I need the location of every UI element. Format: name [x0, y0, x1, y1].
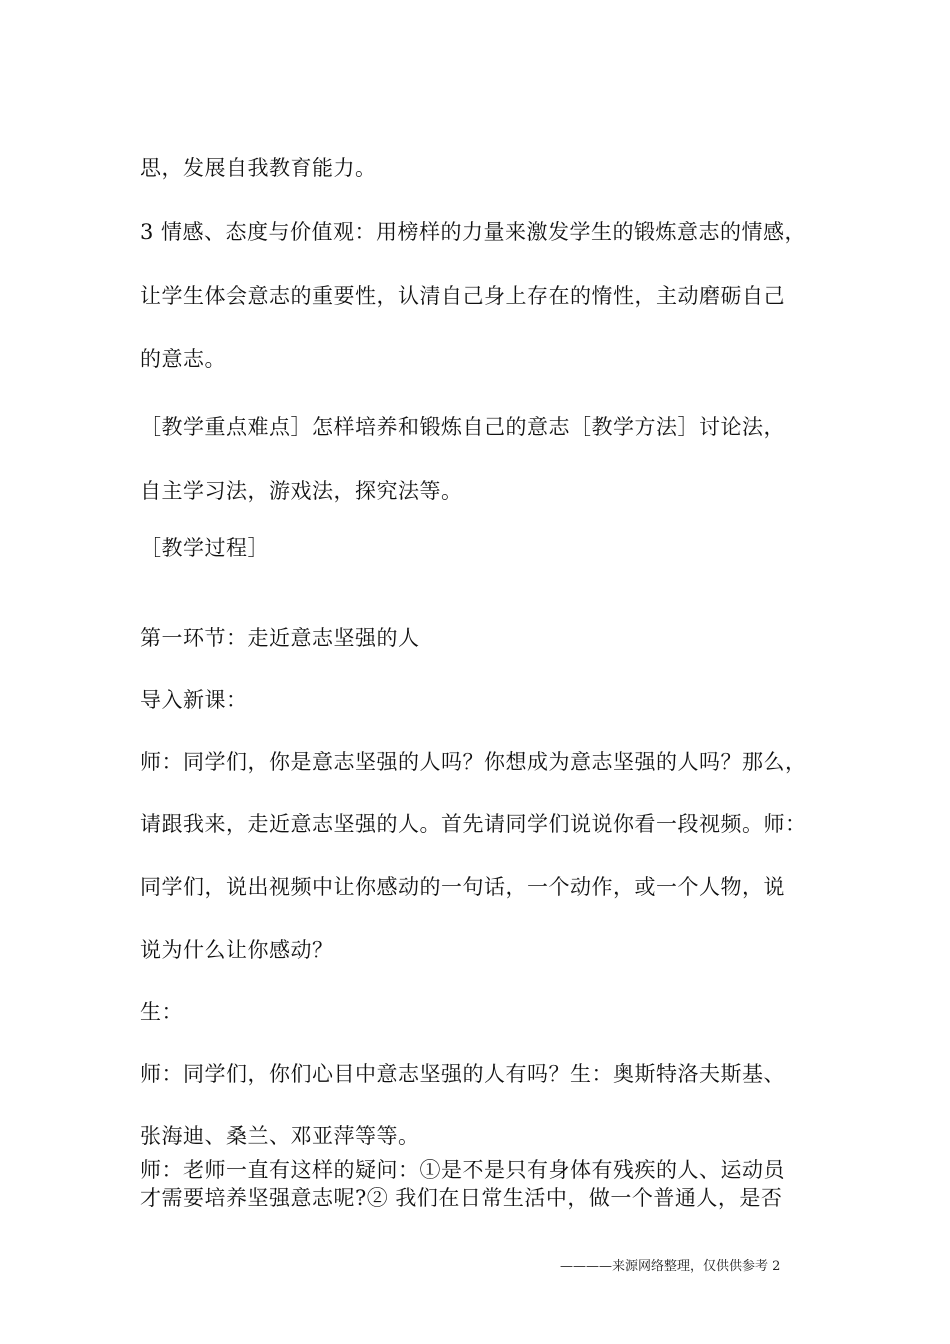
- text-line: 张海迪、桑兰、邓亚萍等等。: [140, 1124, 420, 1148]
- page-footer: ————来源网络整理，仅供供参考 2: [560, 1259, 781, 1274]
- text-line: 的意志。: [140, 347, 226, 371]
- text-line: 师：老师一直有这样的疑问：①是不是只有身体有残疾的人、运动员: [140, 1158, 785, 1182]
- text-line: 同学们，说出视频中让你感动的一句话，一个动作，或一个人物，说: [140, 875, 785, 899]
- section-heading: 第一环节：走近意志坚强的人: [140, 626, 420, 650]
- text-line: 说为什么让你感动？: [140, 938, 334, 962]
- text-line: 请跟我来，走近意志坚强的人。首先请同学们说说你看一段视频。师：: [140, 812, 807, 836]
- text-line: 师：同学们，你们心目中意志坚强的人有吗？生：奥斯特洛夫斯基、: [140, 1062, 785, 1086]
- text-line: ［教学重点难点］怎样培养和锻炼自己的意志［教学方法］讨论法，: [140, 415, 785, 439]
- text-line: 师：同学们，你是意志坚强的人吗？你想成为意志坚强的人吗？那么，: [140, 750, 807, 774]
- text-line: 思，发展自我教育能力。: [140, 156, 377, 180]
- text-line: 导入新课：: [140, 688, 248, 712]
- text-line: 3 情感、态度与价值观：用榜样的力量来激发学生的锻炼意志的情感，: [140, 220, 807, 244]
- text-line: 让学生体会意志的重要性，认清自己身上存在的惰性，主动磨砺自己: [140, 284, 785, 308]
- text-line: 自主学习法，游戏法，探究法等。: [140, 479, 463, 503]
- section-heading: ［教学过程］: [140, 536, 269, 560]
- text-line: 生：: [140, 1000, 183, 1024]
- text-line: 才需要培养坚强意志呢?② 我们在日常生活中，做一个普通人，是否: [140, 1186, 783, 1210]
